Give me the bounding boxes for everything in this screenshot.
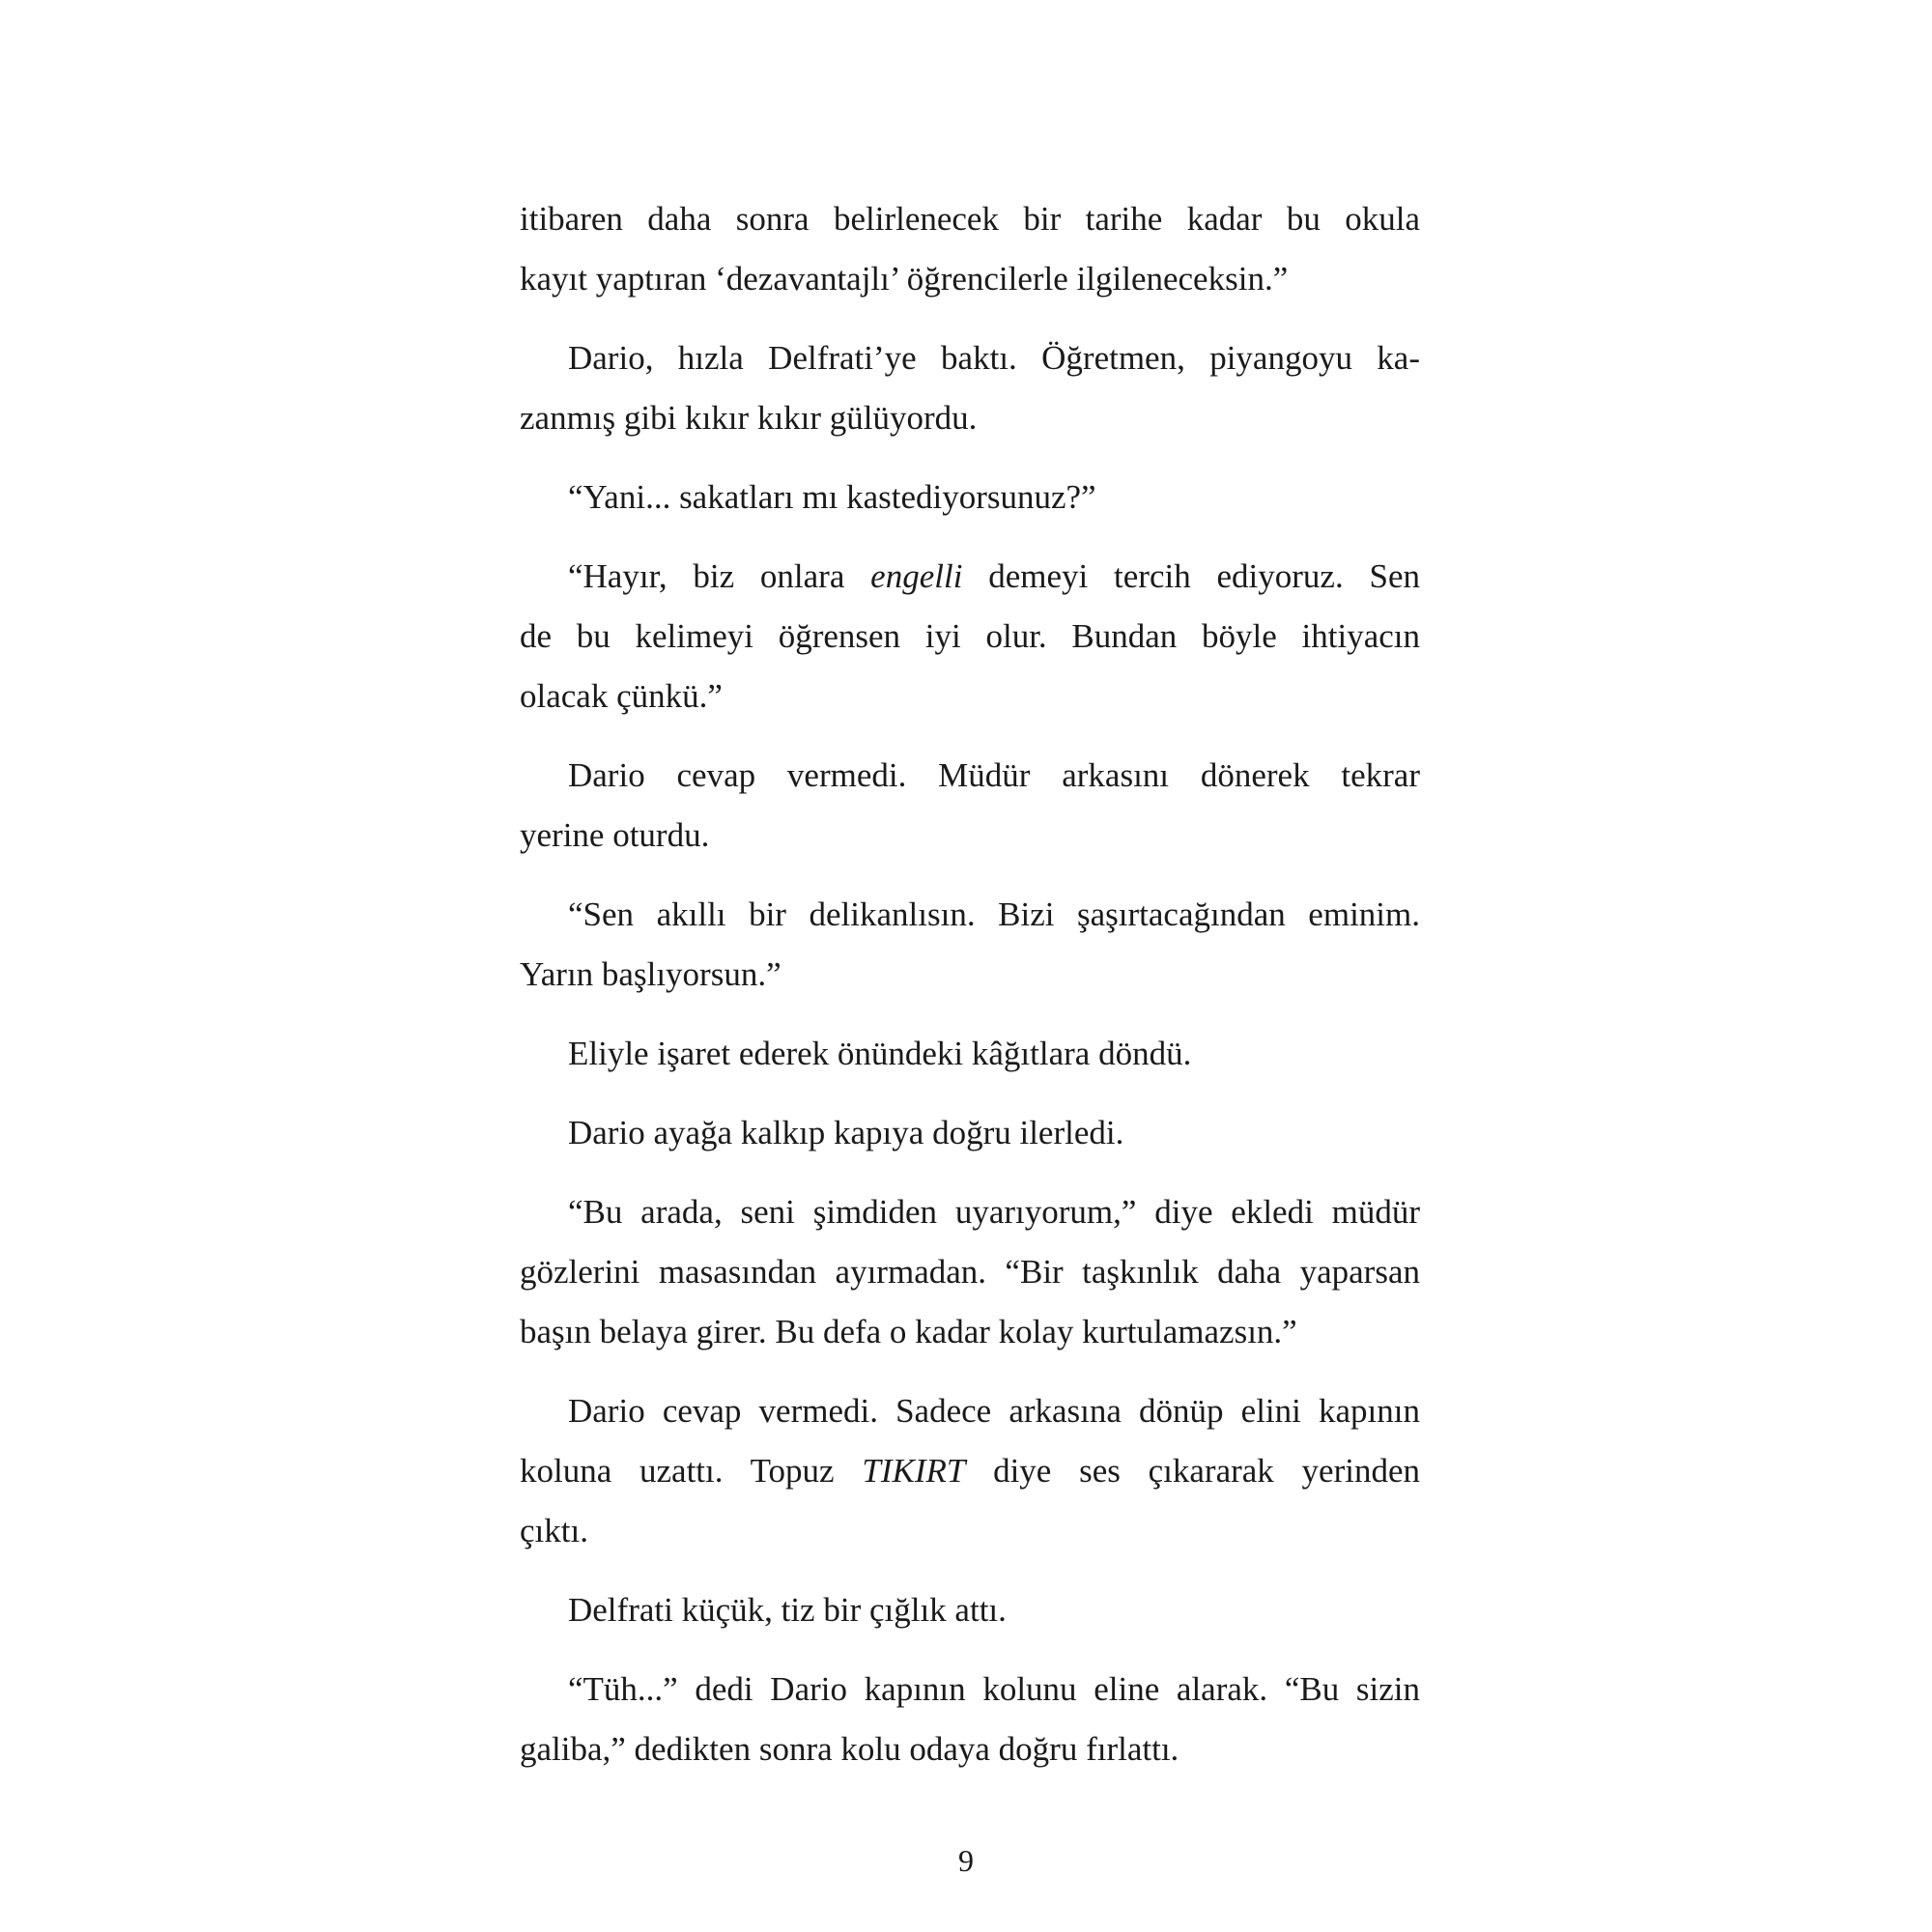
text-line: [520, 249, 1420, 309]
italic-text: engelli: [870, 557, 963, 595]
text-segment: yerine oturdu.: [520, 816, 710, 854]
text-segment: “Sen akıllı bir delikanlısın. Bizi şaşırtacağından eminim.: [568, 895, 1420, 933]
text-segment: Eliyle işaret ederek önündeki kâğıtlara döndü.: [568, 1035, 1192, 1072]
italic-text: TIKIRT: [862, 1452, 966, 1490]
text-line: [520, 1381, 1420, 1441]
paragraph: [520, 1024, 1420, 1084]
paragraph: [520, 189, 1420, 309]
text-line: [520, 1024, 1420, 1084]
page-number: 9: [958, 1843, 974, 1878]
text-segment: Dario, hızla Delfrati’ye baktı. Öğretmen, piyangoyu ka-: [568, 339, 1420, 377]
paragraph: [520, 885, 1420, 1005]
text-line: [520, 1302, 1420, 1362]
text-segment: Dario cevap vermedi. Sadece arkasına dönüp elini kapının: [568, 1392, 1420, 1430]
text-line: [520, 607, 1420, 667]
paragraph: [520, 547, 1420, 726]
paragraph: [520, 1580, 1420, 1640]
text-segment: koluna uzattı. Topuz: [520, 1452, 863, 1490]
text-segment: demeyi tercih ediyoruz. Sen: [962, 557, 1420, 595]
book-page-body: [520, 189, 1420, 1799]
paragraph: [520, 328, 1420, 448]
text-segment: “Yani... sakatları mı kastediyorsunuz?”: [568, 478, 1096, 516]
text-line: [520, 1501, 1420, 1561]
text-line: [520, 468, 1420, 527]
text-segment: olacak çünkü.”: [520, 677, 723, 715]
text-line: [520, 746, 1420, 806]
text-line: [520, 1719, 1420, 1779]
text-segment: “Tüh...” dedi Dario kapının kolunu eline alarak. “Bu sizin: [568, 1670, 1420, 1708]
text-segment: zanmış gibi kıkır kıkır gülüyordu.: [520, 399, 978, 437]
text-segment: başın belaya girer. Bu defa o kadar kolay kurtulamazsın.”: [520, 1313, 1297, 1350]
paragraph: [520, 1381, 1420, 1561]
text-line: [520, 547, 1420, 607]
text-line: [520, 806, 1420, 866]
text-line: [520, 667, 1420, 726]
text-line: [520, 1660, 1420, 1719]
text-segment: Delfrati küçük, tiz bir çığlık attı.: [568, 1591, 1007, 1629]
text-segment: gözlerini masasından ayırmadan. “Bir taşkınlık daha yaparsan: [520, 1253, 1420, 1291]
text-line: [520, 945, 1420, 1005]
text-line: [520, 885, 1420, 945]
text-line: [520, 1441, 1420, 1501]
paragraph: [520, 746, 1420, 866]
paragraph: [520, 1103, 1420, 1163]
paragraph: [520, 468, 1420, 527]
text-segment: galiba,” dedikten sonra kolu odaya doğru fırlattı.: [520, 1730, 1179, 1768]
paragraph: [520, 1660, 1420, 1779]
text-segment: “Hayır, biz onlara: [568, 557, 871, 595]
text-segment: Yarın başlıyorsun.”: [520, 955, 781, 993]
text-segment: çıktı.: [520, 1512, 588, 1549]
text-line: [520, 1242, 1420, 1302]
paragraph: [520, 1182, 1420, 1362]
text-line: [520, 189, 1420, 249]
text-line: [520, 1580, 1420, 1640]
text-segment: diye ses çıkararak yerinden: [965, 1452, 1420, 1490]
text-line: [520, 328, 1420, 388]
text-segment: itibaren daha sonra belirlenecek bir tarihe kadar bu okula: [520, 200, 1420, 238]
text-line: [520, 1182, 1420, 1242]
text-line: [520, 1103, 1420, 1163]
text-segment: “Bu arada, seni şimdiden uyarıyorum,” diye ekledi müdür: [568, 1193, 1420, 1231]
text-segment: Dario cevap vermedi. Müdür arkasını dönerek tekrar: [568, 756, 1420, 794]
text-segment: de bu kelimeyi öğrensen iyi olur. Bundan böyle ihtiyacın: [520, 617, 1420, 655]
text-segment: Dario ayağa kalkıp kapıya doğru ilerledi.: [568, 1114, 1124, 1151]
text-line: [520, 388, 1420, 448]
text-segment: kayıt yaptıran ‘dezavantajlı’ öğrencilerle ilgileneceksin.”: [520, 260, 1289, 298]
